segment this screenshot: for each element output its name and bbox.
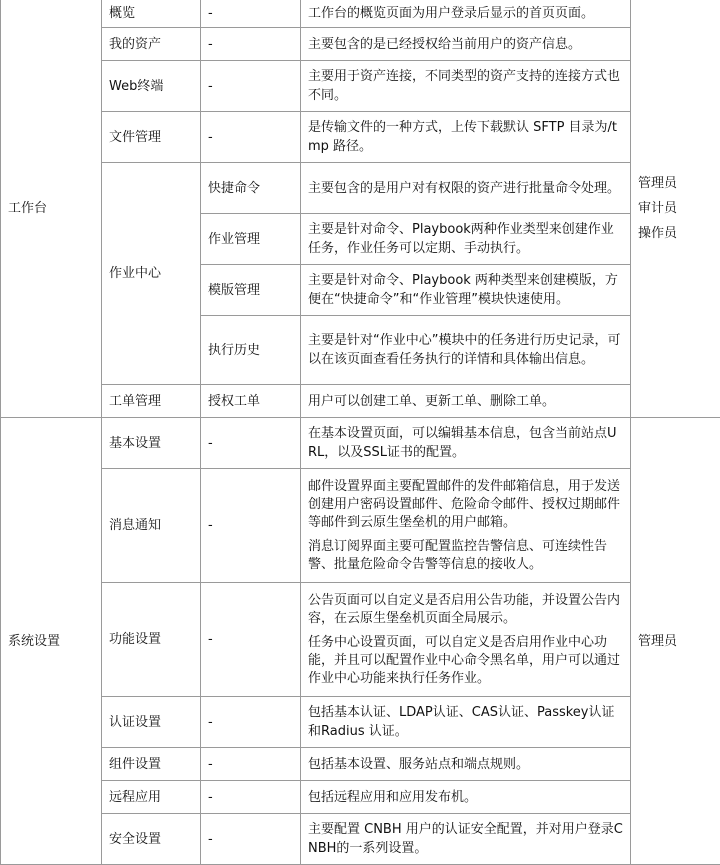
sub-module-cell: - xyxy=(201,0,301,28)
description-cell xyxy=(301,163,631,214)
description-cell xyxy=(301,748,631,781)
module-cell: 我的资产 xyxy=(102,28,201,61)
module-cell: 概览 xyxy=(102,0,201,28)
table-row xyxy=(1,748,720,781)
table-row xyxy=(1,61,720,112)
sub-module-cell: - xyxy=(201,781,301,814)
module-cell: 工单管理 xyxy=(102,385,201,418)
description-cell xyxy=(301,385,631,418)
sub-module-cell: - xyxy=(201,814,301,865)
role-label: 管理员 xyxy=(638,629,713,654)
description-cell xyxy=(301,61,631,112)
module-cell: 组件设置 xyxy=(102,748,201,781)
description-text: 包括基本认证、LDAP认证、CAS认证、Passkey认证和Radius 认证。 xyxy=(308,703,623,741)
table-row xyxy=(1,385,720,418)
description-cell xyxy=(301,265,631,316)
table-row xyxy=(1,781,720,814)
table-row xyxy=(1,583,720,697)
description-cell xyxy=(301,316,631,385)
description-cell xyxy=(301,112,631,163)
description-text: 邮件设置界面主要配置邮件的发件邮箱信息，用于发送创建用户密码设置邮件、危险命令邮件、授权过期邮件等邮件到云原生堡垒机的用户邮箱。 xyxy=(308,478,623,532)
table-row xyxy=(1,418,720,469)
description-text: 用户可以创建工单、更新工单、删除工单。 xyxy=(308,392,623,411)
role-label: 审计员 xyxy=(638,196,713,221)
role-label: 操作员 xyxy=(638,221,713,246)
description-cell xyxy=(301,0,631,28)
module-cell: 基本设置 xyxy=(102,418,201,469)
table-row xyxy=(1,112,720,163)
sub-module-cell: - xyxy=(201,469,301,583)
description-text: 是传输文件的一种方式，上传下载默认 SFTP 目录为/tmp 路径。 xyxy=(308,118,623,156)
description-cell xyxy=(301,781,631,814)
module-cell: 作业中心 xyxy=(102,163,201,385)
description-text: 工作台的概览页面为用户登录后显示的首页页面。 xyxy=(308,4,623,23)
description-cell xyxy=(301,418,631,469)
description-text: 主要包含的是已经授权给当前用户的资产信息。 xyxy=(308,35,623,54)
module-cell: 认证设置 xyxy=(102,697,201,748)
module-cell: 安全设置 xyxy=(102,814,201,865)
table-row xyxy=(1,469,720,583)
category-cell: 工作台 xyxy=(1,0,102,418)
sub-module-cell: - xyxy=(201,28,301,61)
table-row xyxy=(1,163,720,214)
table-row xyxy=(1,0,720,28)
description-text: 主要是针对命令、Playbook两种作业类型来创建作业任务，作业任务可以定期、手动执行。 xyxy=(308,220,623,258)
description-cell xyxy=(301,469,631,583)
sub-module-cell: - xyxy=(201,583,301,697)
category-cell: 系统设置 xyxy=(1,418,102,865)
description-cell xyxy=(301,214,631,265)
description-text: 包括基本设置、服务站点和端点规则。 xyxy=(308,755,623,774)
sub-module-cell: - xyxy=(201,748,301,781)
description-text: 公告页面可以自定义是否启用公告功能，并设置公告内容，在云原生堡垒机页面全局展示。 xyxy=(308,592,623,628)
description-text: 消息订阅界面主要可配置监控告警信息、可连续性告警、批量危险命令告警等信息的接收人。 xyxy=(308,538,623,574)
role-label: 管理员 xyxy=(638,171,713,196)
description-cell xyxy=(301,697,631,748)
description-text: 任务中心设置页面，可以自定义是否启用作业中心功能，并且可以配置作业中心命令黑名单，用户可以通过作业中心功能来执行任务作业。 xyxy=(308,634,623,688)
description-cell xyxy=(301,583,631,697)
table-row xyxy=(1,28,720,61)
sub-module-cell: 执行历史 xyxy=(201,316,301,385)
roles-cell xyxy=(631,418,720,865)
sub-module-cell: 作业管理 xyxy=(201,214,301,265)
description-text: 主要包含的是用户对有权限的资产进行批量命令处理。 xyxy=(308,179,623,198)
sub-module-cell: 快捷命令 xyxy=(201,163,301,214)
sub-module-cell: - xyxy=(201,61,301,112)
description-text: 主要是针对“作业中心”模块中的任务进行历史记录，可以在该页面查看任务执行的详情和具体输出信息。 xyxy=(308,331,623,369)
sub-module-cell: - xyxy=(201,112,301,163)
description-text: 在基本设置页面，可以编辑基本信息，包含当前站点URL，以及SSL证书的配置。 xyxy=(308,424,623,462)
module-cell: 消息通知 xyxy=(102,469,201,583)
sub-module-cell: - xyxy=(201,697,301,748)
description-cell xyxy=(301,814,631,865)
description-cell xyxy=(301,28,631,61)
module-cell: Web终端 xyxy=(102,61,201,112)
table-row xyxy=(1,697,720,748)
description-text: 主要配置 CNBH 用户的认证安全配置，并对用户登录CNBH的一系列设置。 xyxy=(308,820,623,858)
sub-module-cell: 授权工单 xyxy=(201,385,301,418)
description-text: 包括远程应用和应用发布机。 xyxy=(308,788,623,807)
description-text: 主要用于资产连接，不同类型的资产支持的连接方式也不同。 xyxy=(308,67,623,105)
description-text: 主要是针对命令、Playbook 两种类型来创建模版，方便在“快捷命令”和“作业管理”模块快速使用。 xyxy=(308,271,623,309)
roles-cell xyxy=(631,0,720,418)
sub-module-cell: 模版管理 xyxy=(201,265,301,316)
module-cell: 远程应用 xyxy=(102,781,201,814)
module-cell: 功能设置 xyxy=(102,583,201,697)
sub-module-cell: - xyxy=(201,418,301,469)
table-row xyxy=(1,814,720,865)
module-cell: 文件管理 xyxy=(102,112,201,163)
